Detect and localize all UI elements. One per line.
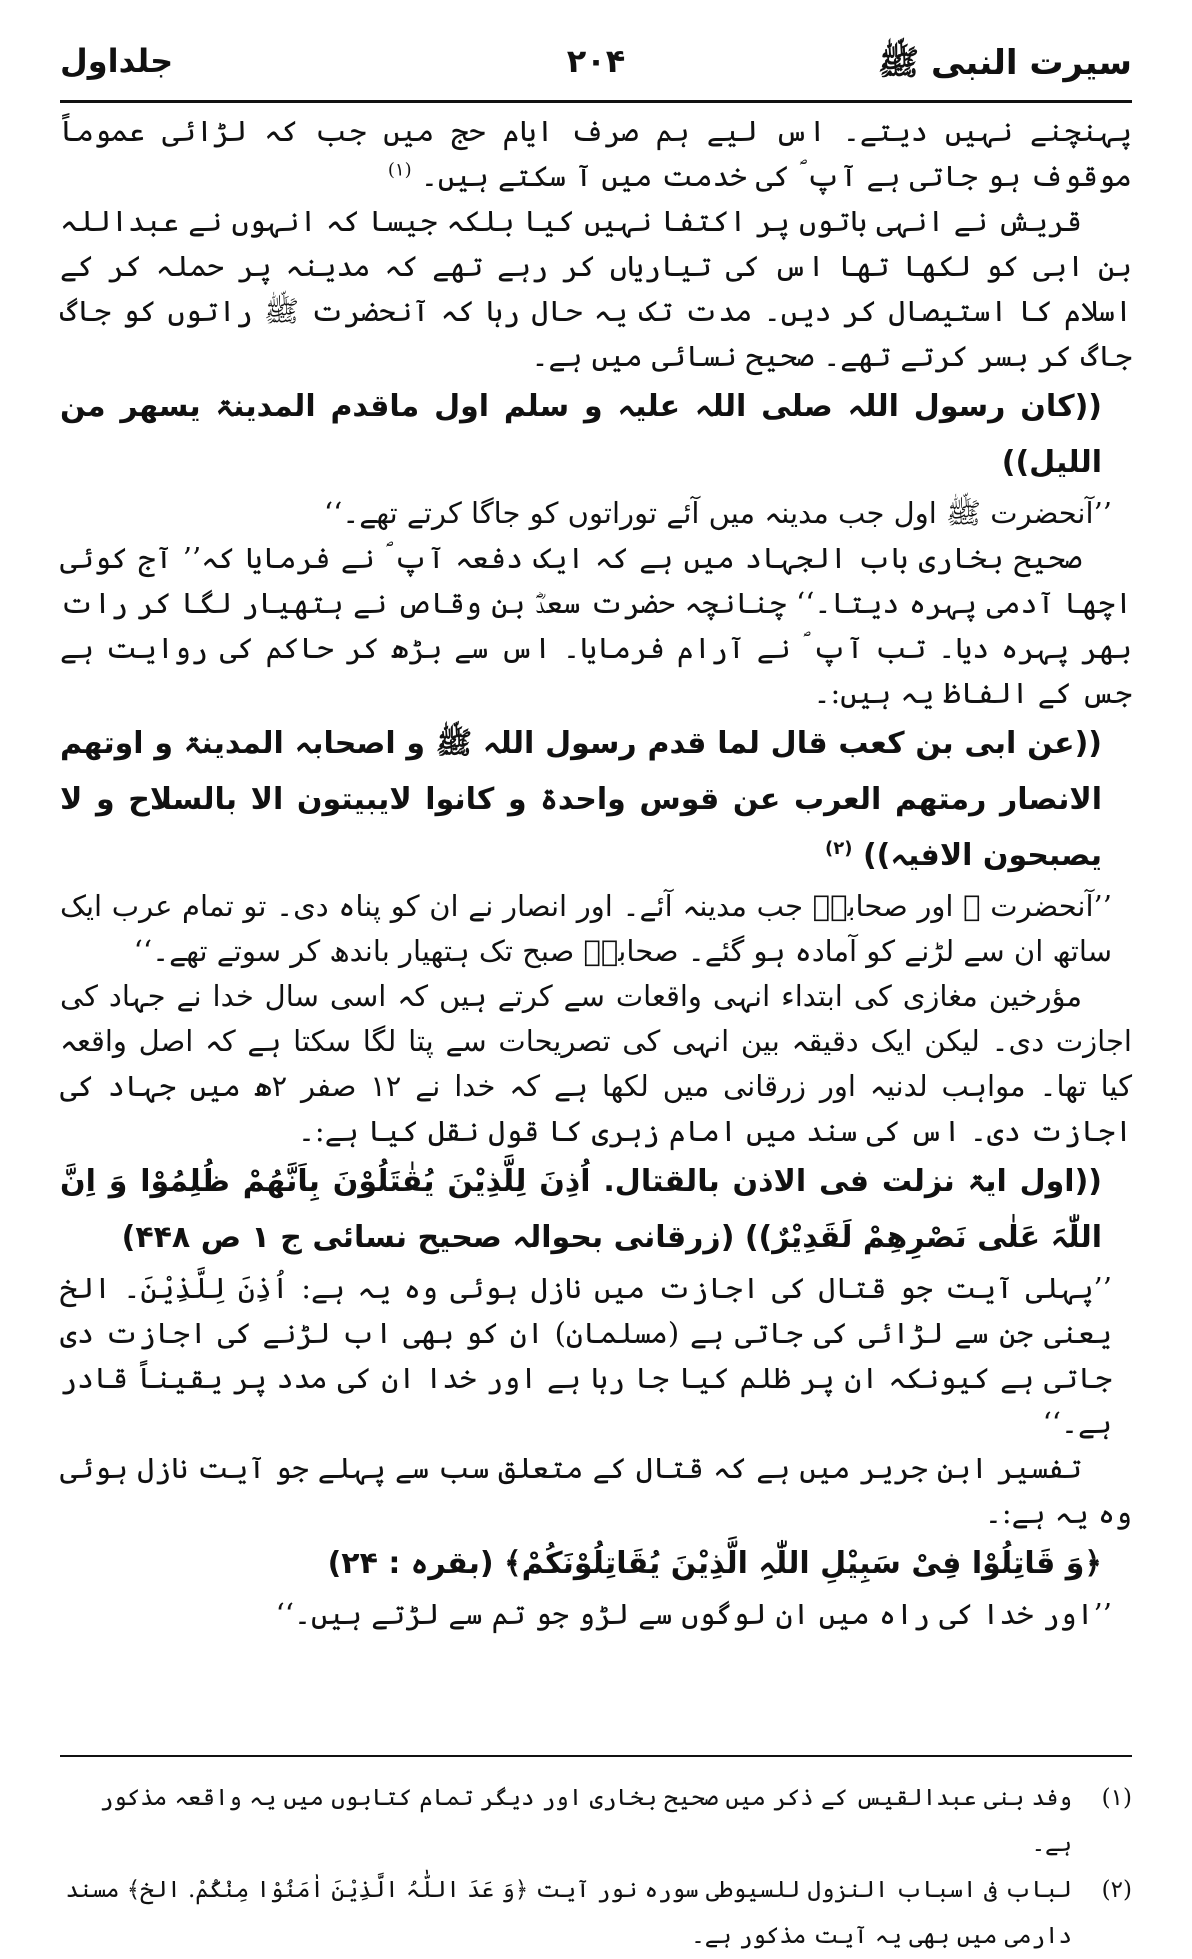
volume-label: جلداول — [60, 42, 174, 80]
footnote — [60, 1775, 1132, 1867]
urdu-translation: ’’آنحضرت ﷺ اول جب مدینہ میں آئے توراتوں کو جاگا کرتے تھے۔‘‘ — [323, 496, 1112, 530]
arabic-quote — [60, 716, 1132, 884]
paragraph — [60, 109, 1132, 199]
quran-verse: ﴿وَ قَاتِلُوْا فِیْ سَبِیْلِ اللّٰہِ الَّذِیْنَ یُقَاتِلُوْنَکُمْ﴾ (بقرہ : ۲۴) — [327, 1546, 1102, 1581]
arabic-quote: ((اول ایۃ نزلت فی الاذن بالقتال. اُذِنَ لِلَّذِیْنَ یُقٰتَلُوْنَ بِاَنَّھُمْ ظُلِمُوْا وَ اِنَّ اللّٰہَ عَلٰی نَصْرِھِمْ لَقَدِیْرٌ)) (زرقانی بحوالہ صحیح نسائی ج ۱ ص ۴۴۸) — [60, 1164, 1102, 1255]
footnote-ref: (۱) — [387, 159, 412, 181]
page-number: ۲۰۴ — [566, 42, 626, 80]
footnote-text: لباب فی اسباب النزول للسیوطی سورہ نور آیت ﴿وَ عَدَ اللّٰہُ الَّذِیْنَ اٰمَنُوْا مِنْکُمْ. الخ﴾ مسند دارمی میں بھی یہ آیت مذکور ہے۔ — [65, 1877, 1072, 1949]
page-header — [60, 40, 1132, 103]
footnote-divider — [60, 1755, 1132, 1757]
footnote — [60, 1867, 1132, 1959]
footnotes — [60, 1775, 1132, 1959]
footnote-text: وفد بنی عبدالقیس کے ذکر میں صحیح بخاری اور دیگر تمام کتابوں میں یہ واقعہ مذکور ہے۔ — [99, 1785, 1072, 1857]
arabic-quote-text: ((عن ابی بن کعب قال لما قدم رسول اللہ ﷺ و اصحابہ المدینۃ و اوتھم الانصار رمتھم العرب عن قوس واحدۃ و کانوا لایبیتون الا بالسلاح و لا یصبحون الافیہ)) — [60, 726, 1102, 873]
urdu-translation: ’’پہلی آیت جو قتال کی اجازت میں نازل ہوئی وہ یہ ہے: اُذِنَ لِلَّذِیْنَ۔ الخ یعنی جن سے لڑائی کی جاتی ہے (مسلمان) ان کو بھی اب لڑنے کی اجازت دی جاتی ہے کیونکہ ان پر ظلم کیا جا رہا ہے اور خدا ان کی مدد پر یقیناً قادر ہے۔‘‘ — [60, 1271, 1112, 1440]
page-body — [60, 109, 1132, 1637]
footnote-ref: (۲) — [825, 838, 853, 859]
paragraph: مؤرخین مغازی کی ابتداء انہی واقعات سے کرتے ہیں کہ اسی سال خدا نے جہاد کی اجازت دی۔ لیکن ایک دقیقہ بین انہی کی تصریحات سے پتا لگا سکتا ہے کہ اصل واقعہ کیا تھا۔ مواہب لدنیہ اور زرقانی میں لکھا ہے کہ خدا نے ۱۲ صفر ۲ھ میں جہاد کی اجازت دی۔ اس کی سند میں امام زہری کا قول نقل کیا ہے:۔ — [60, 979, 1133, 1148]
book-title: سیرت النبی ﷺ — [878, 43, 1132, 83]
paragraph: صحیح بخاری باب الجہاد میں ہے کہ ایک دفعہ آپ ؐ نے فرمایا کہ’’ آج کوئی اچھا آدمی پہرہ دیتا۔‘‘ چنانچہ حضرت سعدؓ بن وقاص نے ہتھیار لگا کر رات بھر پہرہ دیا۔ تب آپ ؐ نے آرام فرمایا۔ اس سے بڑھ کر حاکم کی روایت ہے جس کے الفاظ یہ ہیں:۔ — [60, 541, 1132, 710]
paragraph-text: پہنچنے نہیں دیتے۔ اس لیے ہم صرف ایام حج میں جب کہ لڑائی عموماً موقوف ہو جاتی ہے آپ ؐ کی خدمت میں آ سکتے ہیں۔ — [60, 114, 1132, 193]
urdu-translation: ’’اور خدا کی راہ میں ان لوگوں سے لڑو جو تم سے لڑتے ہیں۔‘‘ — [275, 1597, 1112, 1631]
arabic-quote: ((کان رسول اللہ صلی اللہ علیہ و سلم اول ماقدم المدینۃ یسھر من اللیل)) — [60, 389, 1102, 480]
urdu-translation: ’’آنحضرت ﷺ اور صحابہؓ جب مدینہ آئے۔ اور انصار نے ان کو پناہ دی۔ تو تمام عرب ایک ساتھ ان سے لڑنے کو آمادہ ہو گئے۔ صحابہؓ صبح تک ہتھیار باندھ کر سوتے تھے۔‘‘ — [60, 889, 1112, 968]
footnote-mark: (۱) — [1101, 1785, 1132, 1811]
paragraph: قریش نے انہی باتوں پر اکتفا نہیں کیا بلکہ جیسا کہ انہوں نے عبداللہ بن ابی کو لکھا تھا اس کی تیاریاں کر رہے تھے کہ مدینہ پر حملہ کر کے اسلام کا استیصال کر دیں۔ مدت تک یہ حال رہا کہ آنحضرت ﷺ راتوں کو جاگ جاگ کر بسر کرتے تھے۔ صحیح نسائی میں ہے۔ — [60, 204, 1132, 373]
footnote-mark: (۲) — [1101, 1877, 1132, 1903]
paragraph: تفسیر ابن جریر میں ہے کہ قتال کے متعلق سب سے پہلے جو آیت نازل ہوئی وہ یہ ہے:۔ — [60, 1451, 1132, 1530]
